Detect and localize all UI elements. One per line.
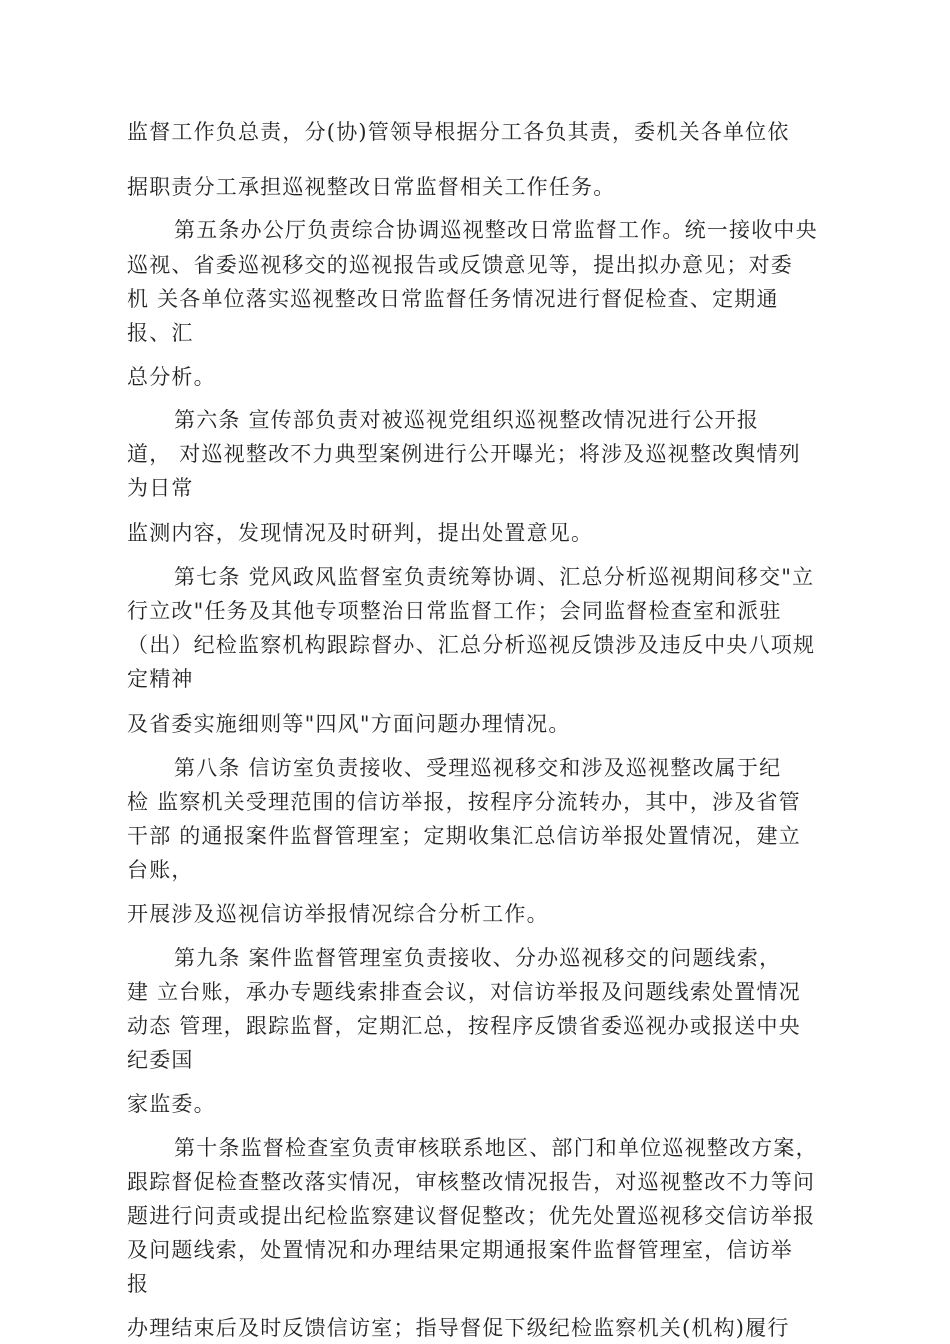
text-line: 报 (127, 1272, 150, 1296)
text-line: 建 立台账，承办专题线索排查会议，对信访举报及问题线索处置情况 (127, 980, 801, 1004)
text-line: （出）纪检监察机构跟踪督办、汇总分析巡视反馈涉及违反中央八项规 (127, 633, 816, 657)
text-line: 机 关各单位落实巡视整改日常监督任务情况进行督促检查、定期通 (127, 287, 779, 311)
text-line: 台账， (127, 858, 194, 882)
article-8-line: 第八条 信访室负责接收、受理巡视移交和涉及巡视整改属于纪 (174, 756, 782, 780)
text-line: 纪委国 (127, 1048, 194, 1072)
text-line: 开展涉及巡视信访举报情况综合分析工作。 (127, 902, 549, 926)
text-line: 题进行问责或提出纪检监察建议督促整改；优先处置巡视移交信访举报 (127, 1204, 816, 1228)
text-line: 总分析。 (127, 365, 216, 389)
text-line: 据职责分工承担巡视整改日常监督相关工作任务。 (127, 175, 616, 199)
text-line: 家监委。 (127, 1092, 216, 1116)
article-10-line: 第十条监督检查室负责审核联系地区、部门和单位巡视整改方案， (174, 1136, 818, 1160)
text-line: 跟踪督促检查整改落实情况，审核整改情况报告，对巡视整改不力等问 (127, 1170, 816, 1194)
text-line: 监测内容，发现情况及时研判，提出处置意见。 (127, 521, 594, 545)
article-6-line: 第六条 宣传部负责对被巡视党组织巡视整改情况进行公开报 (174, 408, 760, 432)
text-line: 检 监察机关受理范围的信访举报，按程序分流转办，其中，涉及省管 (127, 790, 801, 814)
text-line: 为日常 (127, 476, 194, 500)
text-line: 办理结束后及时反馈信访室；指导督促下级纪检监察机关(机构)履行 (127, 1316, 790, 1340)
text-line: 行立改"任务及其他专项整治日常监督工作；会同监督检查室和派驻 (127, 599, 782, 623)
text-line: 动态 管理，跟踪监督，定期汇总，按程序反馈省委巡视办或报送中央 (127, 1014, 801, 1038)
text-line: 报、汇 (127, 321, 194, 345)
text-line: 及问题线索，处置情况和办理结果定期通报案件监督管理室，信访举 (127, 1238, 793, 1262)
article-5-line: 第五条办公厅负责综合协调巡视整改日常监督工作。统一接收中央 (174, 218, 818, 242)
text-line: 干部 的通报案件监督管理室；定期收集汇总信访举报处置情况，建立 (127, 824, 801, 848)
article-7-line: 第七条 党风政风监督室负责统筹协调、汇总分析巡视期间移交"立 (174, 565, 815, 589)
text-line: 及省委实施细则等"四风"方面问题办理情况。 (127, 712, 571, 736)
article-9-line: 第九条 案件监督管理室负责接收、分办巡视移交的问题线索， (174, 946, 782, 970)
text-line: 巡视、省委巡视移交的巡视报告或反馈意见等，提出拟办意见；对委 (127, 253, 793, 277)
text-line: 定精神 (127, 667, 194, 691)
text-line: 道， 对巡视整改不力典型案例进行公开曝光；将涉及巡视整改舆情列 (127, 442, 801, 466)
text-line: 监督工作负总责，分(协)管领导根据分工各负其责，委机关各单位依 (127, 120, 790, 144)
